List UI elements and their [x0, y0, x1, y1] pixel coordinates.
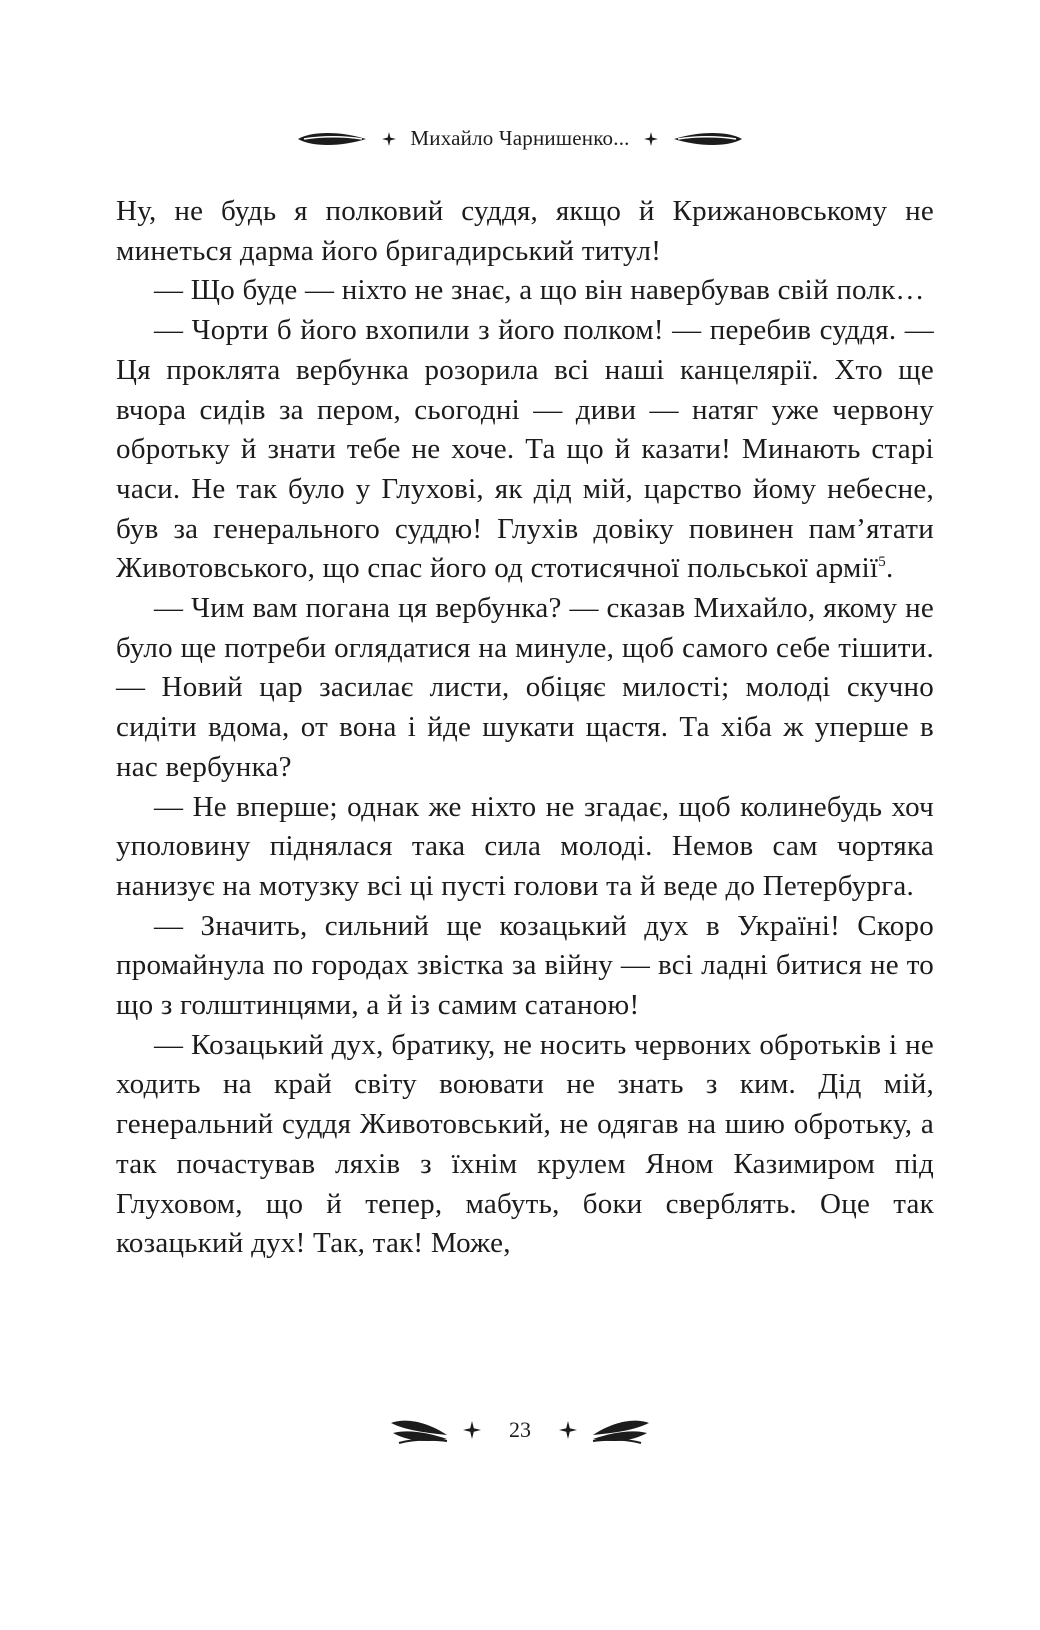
page-number: 23: [509, 1417, 531, 1442]
running-title: Михайло Чарнишенко...: [410, 126, 630, 150]
paragraph-text-end: .: [886, 552, 894, 585]
paragraph: Ну, не будь я полковий суддя, якщо й Крижановському не минеться дарма його бригадирський титул!: [116, 195, 934, 267]
paragraph-with-footnote: [116, 311, 934, 589]
paragraph: — Козацький дух, братику, не носить червоних обротьків і не ходить на край світу воювати не знать з ким. Дід мій, генеральний суддя Животовський, не одягав на шию обротьку, а так почастував ляхів з їхнім крулем Яном Казимиром під Глуховом, що й тепер, мабуть, боки сверблять. Оце так козацький дух! Так, так! Може,: [116, 1028, 934, 1260]
paragraph: — Чим вам погана ця вербунка? — сказав Михайло, якому не було ще потреби оглядатися на минуле, щоб самого себе тішити. — Новий цар засилає листи, обіцяє милості; молоді скучно сидіти вдома, от вона і йде шукати щастя. Та хіба ж уперше в нас вербунка?: [116, 592, 934, 783]
star-ornament-left-icon: [382, 132, 396, 146]
leaf-sprig-right-icon: [589, 1415, 651, 1445]
paragraph: — Що буде — ніхто не знає, а що він навербував свій полк…: [154, 274, 925, 307]
star-ornament-footer-right-icon: [559, 1421, 577, 1439]
page-footer: [0, 1415, 1040, 1445]
paragraph: — Не вперше; однак же ніхто не згадає, щоб колинебудь хоч уполовину піднялася така сила молоді. Немов сам чортяка нанизує на мотузку всі ці пусті голови та й веде до Петербурга.: [116, 790, 934, 902]
leaf-ornament-right-icon: [672, 130, 744, 148]
leaf-sprig-left-icon: [389, 1415, 451, 1445]
body-text: [116, 192, 934, 1264]
star-ornament-footer-left-icon: [463, 1421, 481, 1439]
paragraph-text: — Чорти б його вхопили з його полком! — перебив суддя. — Ця проклята вербунка розорила всі наші канцелярії. Хто ще вчора сидів за пером, сьогодні — диви — натяг уже червону обротьку й знати тебе не хоче. Та що й казати! Минають старі часи. Не так було у Глухові, як дід мій, царство йому небесне, був за генерального суддю! Глухів довіку повинен пам’ятати Животовського, що спас його од стотисячної польської армії: [116, 314, 934, 585]
leaf-ornament-left-icon: [296, 130, 368, 148]
footnote-marker[interactable]: 5: [878, 554, 886, 571]
running-header: [0, 126, 1040, 151]
star-ornament-right-icon: [644, 132, 658, 146]
paragraph: — Значить, сильний ще козацький дух в Україні! Скоро промайнула по городах звістка за війну — всі ладні битися не то що з голштинцями, а й із самим сатаною!: [116, 909, 934, 1022]
